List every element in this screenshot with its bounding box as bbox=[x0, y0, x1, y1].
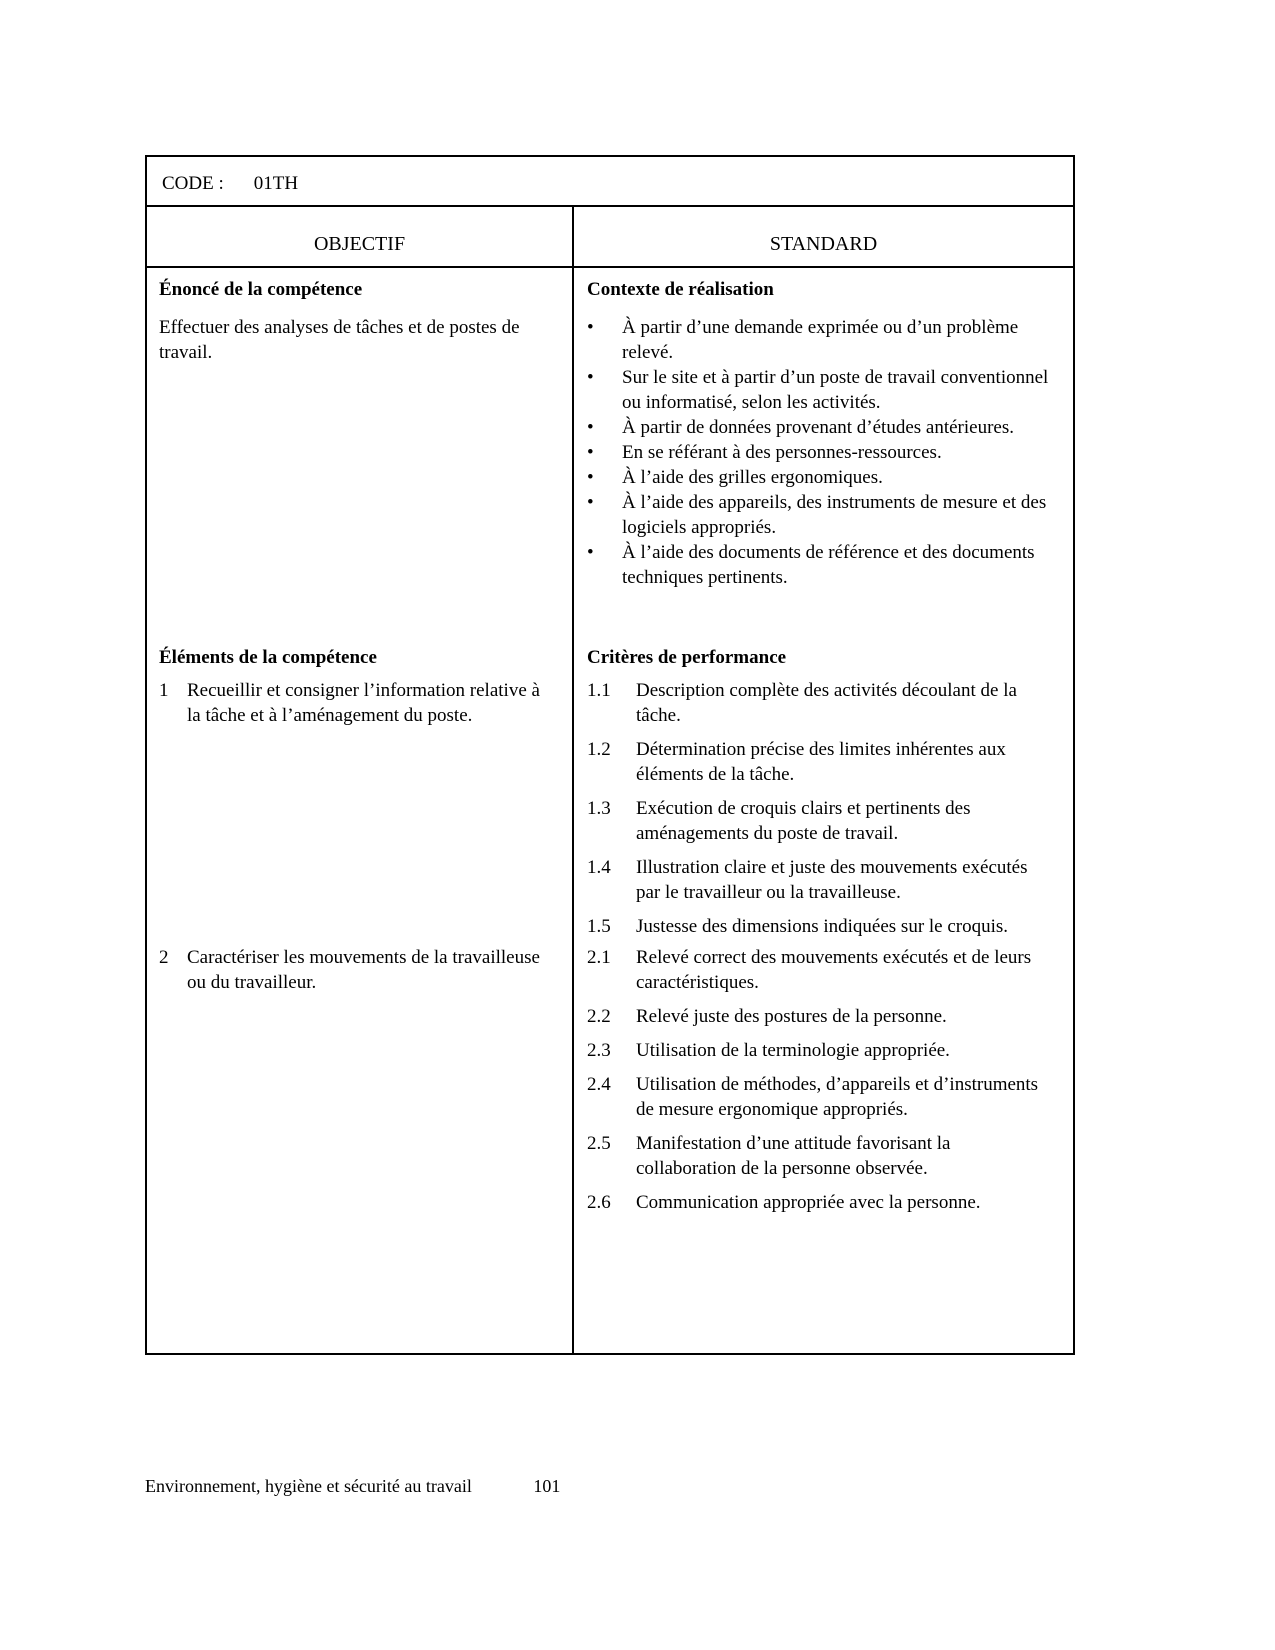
enonce-text: Effectuer des analyses de tâches et de postes de travail. bbox=[159, 317, 520, 363]
bullet-icon: • bbox=[587, 417, 594, 438]
criterion-item bbox=[587, 1131, 1055, 1181]
context-item bbox=[587, 365, 1055, 415]
code-value: 01TH bbox=[253, 173, 299, 194]
element-text: Recueillir et consigner l’information relative à la tâche et à l’aménagement du poste. bbox=[187, 680, 540, 726]
context-item bbox=[587, 440, 1055, 465]
criterion-number: 2.4 bbox=[587, 1074, 611, 1095]
criterion-item bbox=[587, 945, 1055, 995]
criterion-text: Utilisation de la terminologie appropriée. bbox=[636, 1040, 950, 1061]
criterion-item bbox=[587, 1004, 1055, 1029]
criterion-number: 1.5 bbox=[587, 916, 611, 937]
criterion-text: Manifestation d’une attitude favorisant la collaboration de la personne observée. bbox=[636, 1133, 951, 1179]
competency-table bbox=[145, 155, 1075, 1355]
bullet-icon: • bbox=[587, 442, 594, 463]
objectif-column bbox=[147, 268, 572, 1353]
page-footer bbox=[145, 1474, 560, 1498]
criterion-item bbox=[587, 796, 1055, 846]
criterion-item bbox=[587, 678, 1055, 728]
column-headers bbox=[147, 207, 1073, 268]
criteres-title: Critères de performance bbox=[587, 647, 787, 668]
criterion-item bbox=[587, 1072, 1055, 1122]
bullet-icon: • bbox=[587, 467, 594, 488]
criterion-text: Exécution de croquis clairs et pertinents des aménagements du poste de travail. bbox=[636, 798, 971, 844]
element-number: 2 bbox=[159, 947, 169, 968]
criterion-number: 1.4 bbox=[587, 857, 611, 878]
criteria-group-2 bbox=[587, 945, 1055, 1353]
elements-title-section bbox=[159, 645, 556, 678]
criterion-item bbox=[587, 737, 1055, 787]
standard-column bbox=[572, 268, 1073, 1353]
context-text: En se référant à des personnes-ressources. bbox=[622, 442, 942, 463]
elements-title: Éléments de la compétence bbox=[159, 647, 377, 668]
criterion-text: Communication appropriée avec la personne. bbox=[636, 1192, 981, 1213]
bullet-icon: • bbox=[587, 317, 594, 338]
criterion-text: Relevé juste des postures de la personne. bbox=[636, 1006, 947, 1027]
criteria-group-1 bbox=[587, 678, 1055, 945]
context-item bbox=[587, 490, 1055, 540]
criterion-text: Utilisation de méthodes, d’appareils et d’instruments de mesure ergonomique appropriés. bbox=[636, 1074, 1039, 1120]
code-label: CODE : bbox=[162, 173, 224, 194]
context-text: À l’aide des appareils, des instruments de mesure et des logiciels appropriés. bbox=[622, 492, 1047, 538]
criteres-title-section bbox=[587, 645, 1055, 678]
criterion-text: Illustration claire et juste des mouvements exécutés par le travailleur ou la travailleuse. bbox=[636, 857, 1028, 903]
criterion-number: 2.5 bbox=[587, 1133, 611, 1154]
element-number: 1 bbox=[159, 680, 169, 701]
criterion-text: Description complète des activités découlant de la tâche. bbox=[636, 680, 1017, 726]
criterion-text: Justesse des dimensions indiquées sur le croquis. bbox=[636, 916, 1009, 937]
criterion-number: 1.3 bbox=[587, 798, 611, 819]
contexte-section bbox=[587, 268, 1055, 645]
criterion-number: 2.3 bbox=[587, 1040, 611, 1061]
element-item bbox=[159, 678, 556, 728]
context-text: À partir de données provenant d’études antérieures. bbox=[622, 417, 1014, 438]
criterion-text: Relevé correct des mouvements exécutés et de leurs caractéristiques. bbox=[636, 947, 1032, 993]
context-text: À l’aide des documents de référence et des documents techniques pertinents. bbox=[622, 542, 1035, 588]
context-item bbox=[587, 315, 1055, 365]
contexte-title: Contexte de réalisation bbox=[587, 279, 774, 300]
context-item bbox=[587, 415, 1055, 440]
enonce-section bbox=[159, 268, 556, 645]
criterion-text: Détermination précise des limites inhérentes aux éléments de la tâche. bbox=[636, 739, 1006, 785]
footer-program-title: Environnement, hygiène et sécurité au travail bbox=[145, 1476, 472, 1496]
enonce-title: Énoncé de la compétence bbox=[159, 279, 363, 300]
element-text: Caractériser les mouvements de la travailleuse ou du travailleur. bbox=[187, 947, 540, 993]
bullet-icon: • bbox=[587, 542, 594, 563]
bullet-icon: • bbox=[587, 492, 594, 513]
element-1-section bbox=[159, 678, 556, 945]
criterion-item bbox=[587, 855, 1055, 905]
standard-header: STANDARD bbox=[572, 207, 1073, 266]
context-item bbox=[587, 465, 1055, 490]
footer-page-number: 101 bbox=[533, 1476, 561, 1496]
table-body bbox=[147, 268, 1073, 1353]
criterion-number: 2.1 bbox=[587, 947, 611, 968]
context-item bbox=[587, 540, 1055, 590]
criterion-number: 2.6 bbox=[587, 1192, 611, 1213]
criterion-item bbox=[587, 1190, 1055, 1215]
bullet-icon: • bbox=[587, 367, 594, 388]
criterion-item bbox=[587, 1038, 1055, 1063]
element-item bbox=[159, 945, 556, 995]
element-2-section bbox=[159, 945, 556, 1353]
criterion-item bbox=[587, 914, 1055, 939]
criterion-number: 1.1 bbox=[587, 680, 611, 701]
context-text: Sur le site et à partir d’un poste de travail conventionnel ou informatisé, selon les activités. bbox=[622, 367, 1049, 413]
context-text: À partir d’une demande exprimée ou d’un problème relevé. bbox=[622, 317, 1019, 363]
objectif-header: OBJECTIF bbox=[313, 233, 406, 255]
context-text: À l’aide des grilles ergonomiques. bbox=[622, 467, 883, 488]
criterion-number: 1.2 bbox=[587, 739, 611, 760]
criterion-number: 2.2 bbox=[587, 1006, 611, 1027]
code-row bbox=[147, 157, 1073, 207]
